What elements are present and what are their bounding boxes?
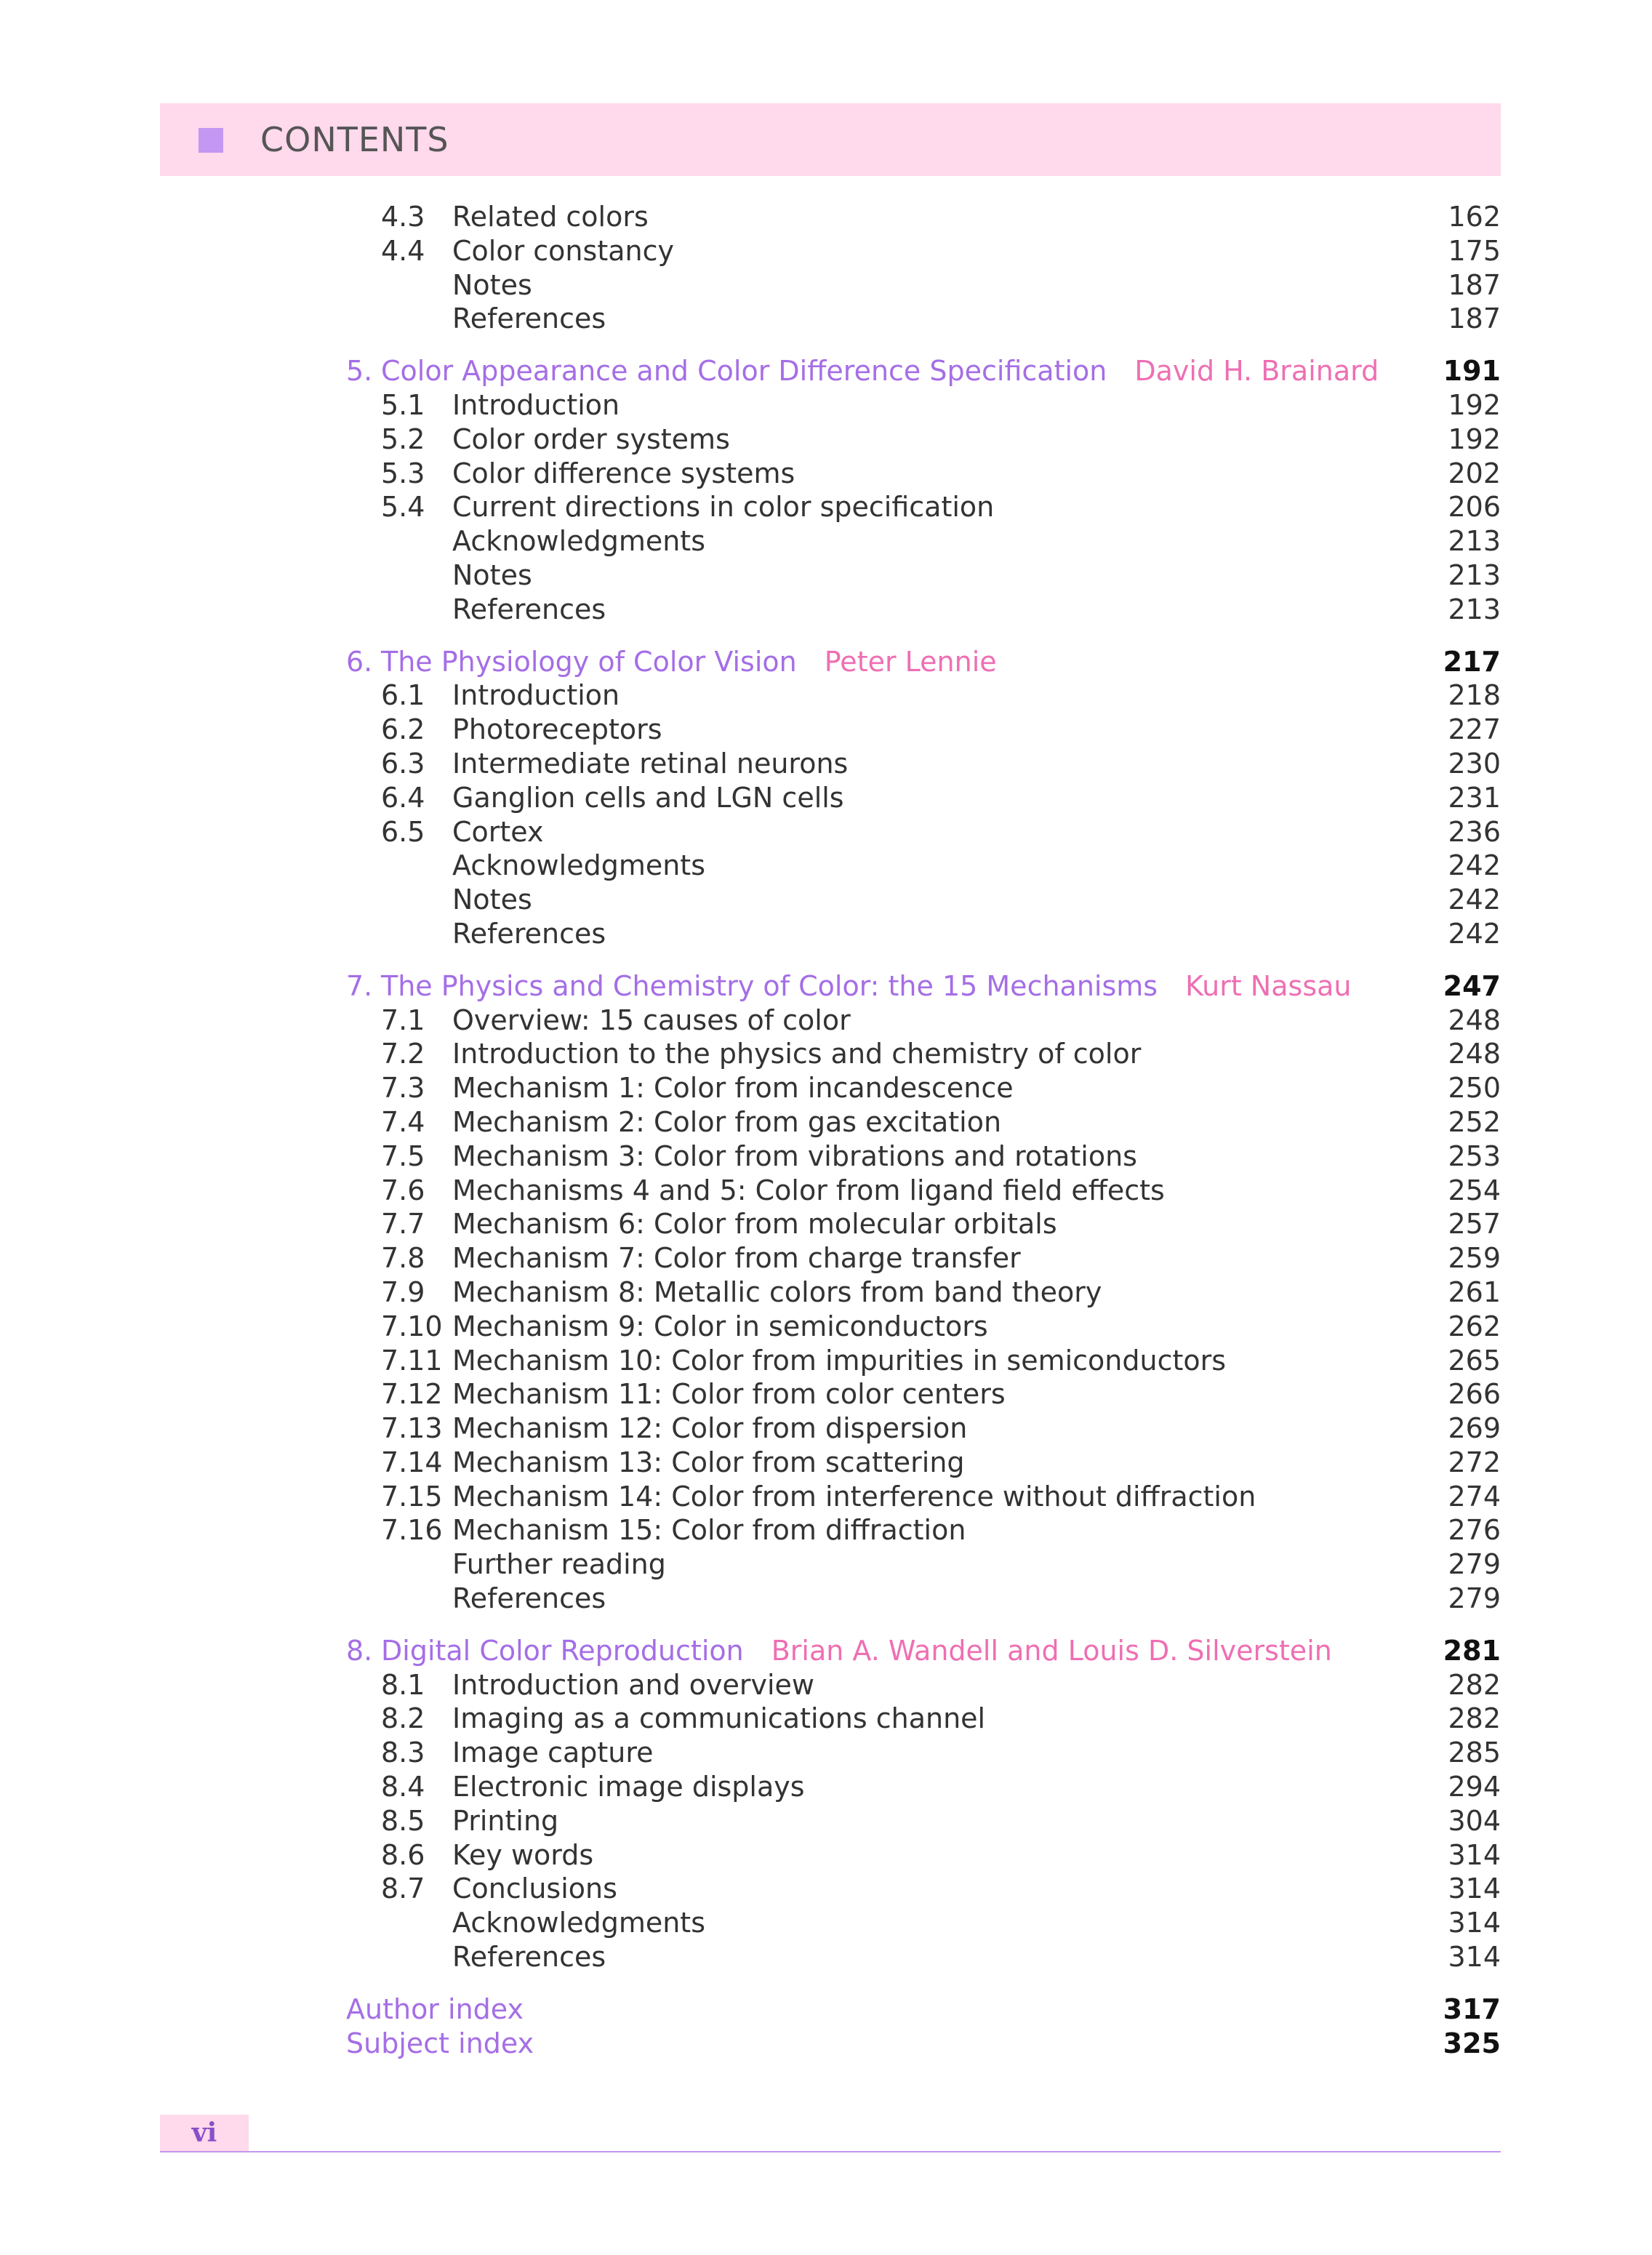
section-title: Introduction: [452, 388, 620, 421]
page-number-ref: 217: [1443, 645, 1501, 678]
section-title: Color difference systems: [452, 457, 795, 489]
section-number: 7.3: [381, 1072, 425, 1105]
section-number: 6.5: [381, 815, 425, 848]
page-number-ref: 191: [1443, 355, 1501, 388]
chapter-number: 6.: [346, 645, 373, 678]
page-number-ref: 314: [1448, 1873, 1501, 1905]
section-entry: [346, 558, 1501, 593]
section-title: Overview: 15 causes of color: [452, 1004, 851, 1036]
page-number-ref: 252: [1448, 1105, 1501, 1138]
page-number-ref: 304: [1448, 1804, 1501, 1837]
page-number-ref: 192: [1448, 422, 1501, 455]
section-number: 7.10: [381, 1310, 443, 1342]
chapter-author: Kurt Nassau: [1185, 969, 1352, 1002]
footer-page-tab: [160, 2115, 249, 2151]
page-number-ref: 236: [1448, 815, 1501, 848]
chapter-title: [381, 354, 1379, 388]
section-number: 7.8: [381, 1242, 425, 1275]
section-entry: [346, 1037, 1501, 1071]
page-number-ref: 269: [1448, 1412, 1501, 1445]
section-number: 7.12: [381, 1378, 443, 1411]
section-title: Conclusions: [452, 1873, 617, 1905]
index-title: [346, 1992, 524, 2027]
page-number-ref: 325: [1443, 2027, 1501, 2059]
section-number: 7.9: [381, 1275, 425, 1308]
section-number: 5.2: [381, 422, 425, 455]
section-number: 7.4: [381, 1105, 425, 1138]
section-title: Image capture: [452, 1737, 654, 1769]
chapter-entry: [346, 354, 1501, 388]
section-title: Intermediate retinal neurons: [452, 747, 849, 780]
chapter-title-text: Digital Color Reproduction: [381, 1634, 744, 1667]
section-title: Related colors: [452, 201, 649, 233]
section-number: 4.4: [381, 234, 425, 267]
footer-rule: [160, 2151, 1501, 2152]
page-number-ref: 242: [1448, 884, 1501, 916]
section-title: Acknowledgments: [452, 849, 705, 882]
chapter-entry: [346, 969, 1501, 1004]
section-entry: [346, 781, 1501, 815]
section-number: 5.3: [381, 457, 425, 489]
page-number-ref: 162: [1448, 201, 1501, 233]
section-entry: [346, 1411, 1501, 1446]
page-number-ref: 282: [1448, 1702, 1501, 1735]
index-entry: [346, 2027, 1501, 2061]
page-number-ref: 250: [1448, 1072, 1501, 1105]
section-title: Mechanism 2: Color from gas excitation: [452, 1105, 1002, 1138]
section-entry: [346, 1275, 1501, 1310]
section-entry: [346, 1071, 1501, 1105]
page-number-ref: 230: [1448, 747, 1501, 780]
section-entry: [346, 678, 1501, 713]
section-number: 7.2: [381, 1038, 425, 1070]
page-number-ref: 294: [1448, 1771, 1501, 1803]
section-title: Introduction and overview: [452, 1668, 815, 1701]
section-entry: [346, 422, 1501, 457]
section-entry: [346, 883, 1501, 917]
chapter-title: [381, 969, 1351, 1004]
page-number-ref: 274: [1448, 1480, 1501, 1513]
chapter-entry: [346, 1634, 1501, 1668]
section-entry: [346, 593, 1501, 627]
section-entry: [346, 268, 1501, 303]
section-title: Current directions in color specification: [452, 491, 995, 524]
section-number: 7.5: [381, 1139, 425, 1172]
section-number: 8.4: [381, 1771, 425, 1803]
page-number-ref: 265: [1448, 1344, 1501, 1377]
section-number: 6.1: [381, 679, 425, 712]
section-title: Mechanism 7: Color from charge transfer: [452, 1242, 1021, 1275]
page-number-ref: 314: [1448, 1838, 1501, 1871]
page-number-ref: 314: [1448, 1941, 1501, 1974]
section-number: 6.2: [381, 713, 425, 746]
section-title: References: [452, 303, 606, 335]
section-number: 4.3: [381, 201, 425, 233]
section-entry: [346, 524, 1501, 558]
index-title-text: Subject index: [346, 2027, 534, 2059]
page-number-ref: 248: [1448, 1004, 1501, 1036]
section-title: Mechanism 13: Color from scattering: [452, 1446, 965, 1478]
section-title: Mechanism 8: Metallic colors from band theory: [452, 1275, 1102, 1308]
section-title: References: [452, 593, 606, 625]
section-number: 5.1: [381, 388, 425, 421]
page-number-ref: 202: [1448, 457, 1501, 489]
section-entry: [346, 1668, 1501, 1702]
section-title: Ganglion cells and LGN cells: [452, 781, 844, 814]
section-title: Photoreceptors: [452, 713, 662, 746]
page-number-ref: 272: [1448, 1446, 1501, 1478]
section-entry: [346, 1174, 1501, 1208]
section-entry: [346, 490, 1501, 524]
contents-header: [160, 103, 1501, 176]
section-entry: [346, 302, 1501, 336]
section-number: 8.7: [381, 1873, 425, 1905]
page-number-ref: 213: [1448, 525, 1501, 558]
page-number-ref: 242: [1448, 849, 1501, 882]
section-entry: [346, 1736, 1501, 1770]
page-number: vi: [191, 2118, 217, 2148]
section-number: 5.4: [381, 491, 425, 524]
section-title: References: [452, 1582, 606, 1615]
page-number-ref: 266: [1448, 1378, 1501, 1411]
section-title: Notes: [452, 268, 532, 301]
page-number-ref: 231: [1448, 781, 1501, 814]
page-number-ref: 317: [1443, 1992, 1501, 2025]
section-number: 7.16: [381, 1514, 443, 1547]
index-title: [346, 2027, 534, 2061]
section-title: Mechanism 15: Color from diffraction: [452, 1514, 966, 1547]
section-entry: [346, 1547, 1501, 1582]
section-entry: [346, 1344, 1501, 1378]
section-title: References: [452, 917, 606, 950]
section-title: Imaging as a communications channel: [452, 1702, 986, 1735]
section-entry: [346, 917, 1501, 951]
section-entry: [346, 1702, 1501, 1736]
section-number: 7.11: [381, 1344, 443, 1377]
section-title: Acknowledgments: [452, 525, 705, 558]
page-number-ref: 242: [1448, 917, 1501, 950]
section-entry: [346, 1377, 1501, 1411]
section-title: Acknowledgments: [452, 1907, 705, 1939]
page-number-ref: 261: [1448, 1275, 1501, 1308]
section-title: References: [452, 1941, 606, 1974]
section-title: Mechanism 12: Color from dispersion: [452, 1412, 968, 1445]
section-entry: [346, 1872, 1501, 1906]
chapter-author: Peter Lennie: [824, 645, 997, 678]
page-number-ref: 281: [1443, 1634, 1501, 1667]
page-number-ref: 213: [1448, 593, 1501, 625]
section-title: Notes: [452, 558, 532, 591]
index-entry: [346, 1992, 1501, 2027]
section-entry: [346, 457, 1501, 491]
page-number-ref: 248: [1448, 1038, 1501, 1070]
section-entry: [346, 388, 1501, 422]
section-number: 6.4: [381, 781, 425, 814]
page-number-ref: 257: [1448, 1208, 1501, 1241]
chapter-number: 7.: [346, 969, 373, 1002]
chapter-author: Brian A. Wandell and Louis D. Silverstein: [771, 1634, 1332, 1667]
page-number-ref: 314: [1448, 1907, 1501, 1939]
section-entry: [346, 1446, 1501, 1480]
section-title: Mechanism 6: Color from molecular orbitals: [452, 1208, 1057, 1241]
section-entry: [346, 1804, 1501, 1838]
page-number-ref: 175: [1448, 234, 1501, 267]
page-number-ref: 206: [1448, 491, 1501, 524]
index-title-text: Author index: [346, 1992, 524, 2025]
section-entry: [346, 1906, 1501, 1940]
table-of-contents: [346, 200, 1501, 2060]
section-title: Mechanism 14: Color from interference without diffraction: [452, 1480, 1256, 1513]
page-number-ref: 192: [1448, 388, 1501, 421]
section-entry: [346, 1004, 1501, 1038]
chapter-title-text: The Physiology of Color Vision: [381, 645, 797, 678]
page-number-ref: 262: [1448, 1310, 1501, 1342]
section-number: 7.1: [381, 1004, 425, 1036]
section-title: Mechanisms 4 and 5: Color from ligand field effects: [452, 1174, 1165, 1206]
section-entry: [346, 1105, 1501, 1139]
section-entry: [346, 713, 1501, 747]
section-title: Notes: [452, 884, 532, 916]
section-number: 8.5: [381, 1804, 425, 1837]
section-entry: [346, 200, 1501, 234]
section-title: Printing: [452, 1804, 559, 1837]
section-number: 7.14: [381, 1446, 443, 1478]
page-number-ref: 227: [1448, 713, 1501, 746]
section-entry: [346, 1480, 1501, 1514]
section-entry: [346, 1513, 1501, 1547]
page-number-ref: 279: [1448, 1582, 1501, 1615]
chapter-number: 5.: [346, 355, 373, 388]
section-title: Key words: [452, 1838, 594, 1871]
section-number: 7.13: [381, 1412, 443, 1445]
section-number: 8.3: [381, 1737, 425, 1769]
section-title: Color order systems: [452, 422, 730, 455]
page-number-ref: 218: [1448, 679, 1501, 712]
section-title: Mechanism 10: Color from impurities in semiconductors: [452, 1344, 1227, 1377]
chapter-title-text: The Physics and Chemistry of Color: the 15 Mechanisms: [381, 969, 1158, 1002]
section-entry: [346, 1838, 1501, 1873]
section-title: Introduction: [452, 679, 620, 712]
section-entry: [346, 1940, 1501, 1974]
section-number: 8.6: [381, 1838, 425, 1871]
section-number: 8.1: [381, 1668, 425, 1701]
section-entry: [346, 747, 1501, 781]
section-number: 6.3: [381, 747, 425, 780]
page-number-ref: 276: [1448, 1514, 1501, 1547]
section-number: 7.15: [381, 1480, 443, 1513]
page-number-ref: 253: [1448, 1139, 1501, 1172]
page-title: CONTENTS: [260, 120, 449, 159]
section-entry: [346, 1241, 1501, 1275]
section-entry: [346, 234, 1501, 268]
page-number-ref: 285: [1448, 1737, 1501, 1769]
section-entry: [346, 1207, 1501, 1241]
section-entry: [346, 1139, 1501, 1174]
section-title: Mechanism 3: Color from vibrations and rotations: [452, 1139, 1137, 1172]
section-entry: [346, 815, 1501, 849]
section-title: Cortex: [452, 815, 544, 848]
chapter-entry: [346, 645, 1501, 679]
section-entry: [346, 1770, 1501, 1804]
page-number-ref: 247: [1443, 969, 1501, 1002]
section-entry: [346, 1582, 1501, 1616]
page-number-ref: 187: [1448, 303, 1501, 335]
section-title: Color constancy: [452, 234, 674, 267]
section-entry: [346, 1310, 1501, 1344]
section-entry: [346, 849, 1501, 883]
section-number: 8.2: [381, 1702, 425, 1735]
section-title: Electronic image displays: [452, 1771, 805, 1803]
chapter-author: David H. Brainard: [1134, 355, 1379, 388]
page-number-ref: 254: [1448, 1174, 1501, 1206]
chapter-title: [381, 645, 997, 679]
page-number-ref: 279: [1448, 1548, 1501, 1581]
section-title: Further reading: [452, 1548, 666, 1581]
chapter-number: 8.: [346, 1634, 373, 1667]
page-number-ref: 259: [1448, 1242, 1501, 1275]
page-number-ref: 282: [1448, 1668, 1501, 1701]
chapter-title-text: Color Appearance and Color Difference Specification: [381, 355, 1107, 388]
section-title: Introduction to the physics and chemistry of color: [452, 1038, 1142, 1070]
square-bullet-icon: [199, 128, 223, 153]
section-number: 7.7: [381, 1208, 425, 1241]
page-number-ref: 213: [1448, 558, 1501, 591]
section-title: Mechanism 1: Color from incandescence: [452, 1072, 1014, 1105]
section-number: 7.6: [381, 1174, 425, 1206]
section-title: Mechanism 11: Color from color centers: [452, 1378, 1006, 1411]
chapter-title: [381, 1634, 1332, 1668]
section-title: Mechanism 9: Color in semiconductors: [452, 1310, 988, 1342]
page-number-ref: 187: [1448, 268, 1501, 301]
